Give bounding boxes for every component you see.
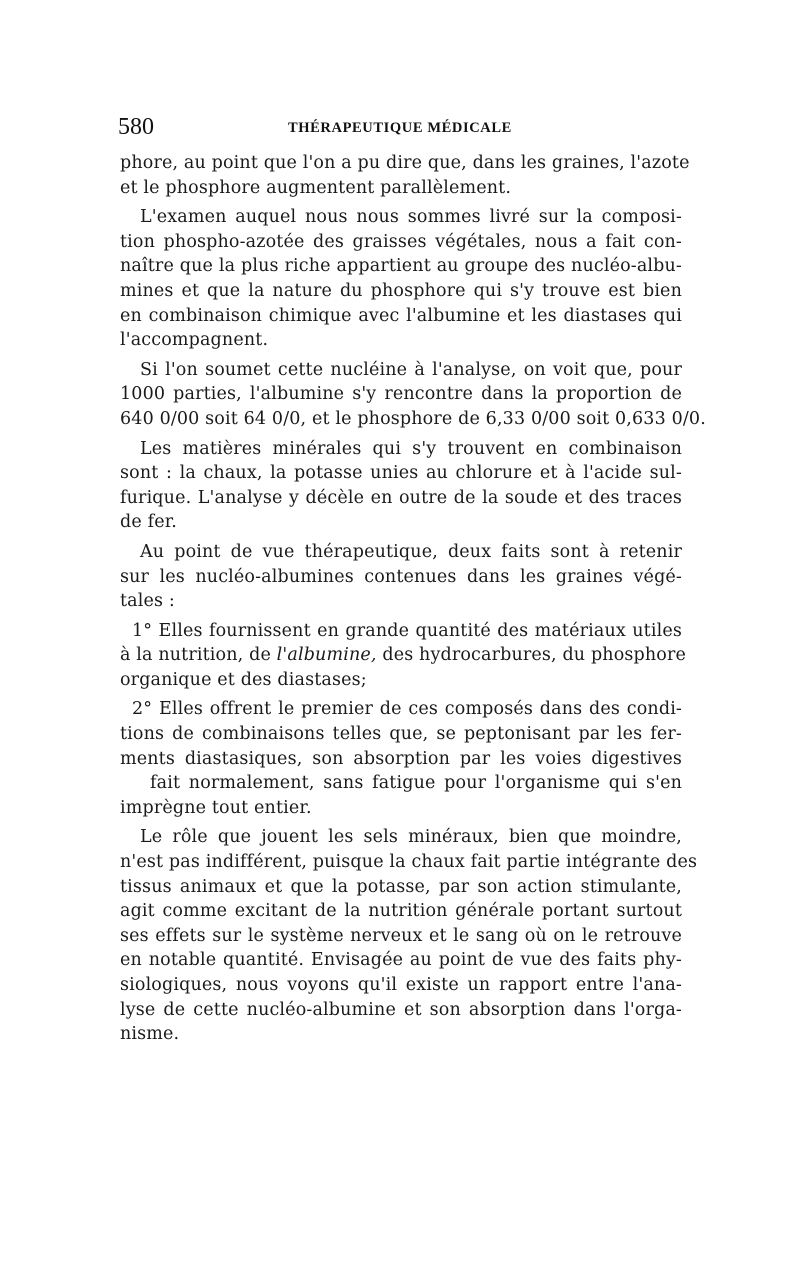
text-line: 2° Elles offrent le premier de ces composés dans des condi- <box>132 699 682 720</box>
italic-term: l'albumine, <box>276 645 377 666</box>
text-line: Si l'on soumet cette nucléine à l'analyse, on voit que, pour <box>140 359 682 380</box>
text-line: en notable quantité. Envisagée au point de vue des faits phy- <box>120 950 682 971</box>
paragraph <box>120 205 682 353</box>
text-line: l'accompagnent. <box>120 330 269 351</box>
text-line: naître que la plus riche appartient au groupe des nucléo-albu- <box>120 256 682 277</box>
text-line: et le phosphore augmentent parallèlement. <box>120 177 512 198</box>
text-line: Au point de vue thérapeutique, deux faits sont à retenir <box>140 541 682 562</box>
running-head <box>118 112 686 142</box>
text-line <box>120 643 687 668</box>
text-line: siologiques, nous voyons qu'il existe un rapport entre l'ana- <box>120 975 682 995</box>
text-line: tions de combinaisons telles que, se peptonisant par les fer- <box>120 724 682 745</box>
text-line: agit comme excitant de la nutrition générale portant surtout <box>120 901 682 922</box>
text-line: de fer. <box>120 512 178 533</box>
paragraph <box>120 825 698 1046</box>
paragraph <box>120 540 682 614</box>
text-line: ments diastasiques, son absorption par les voies digestives <box>120 748 682 769</box>
text-line: n'est pas indifférent, puisque la chaux fait partie intégrante des <box>120 852 698 873</box>
paragraph-item-1 <box>120 619 687 693</box>
text-line: Les matières minérales qui s'y trouvent en combinaison <box>140 438 682 459</box>
paragraph-item-2 <box>120 697 682 820</box>
text-line: ses effets sur le système nerveux et le sang où on le retrouve <box>120 925 682 946</box>
text-run: des hydrocarbures, du phosphore <box>376 645 687 666</box>
text-run: à la nutrition, de <box>120 645 277 666</box>
text-line: tales : <box>120 591 175 612</box>
text-line: mines et que la nature du phosphore qui s'y trouve est bien <box>120 280 682 301</box>
text-line: furique. L'analyse y décèle en outre de la soude et des traces <box>120 487 682 508</box>
paragraph <box>120 151 690 200</box>
running-title: THÉRAPEUTIQUE MÉDICALE <box>288 120 512 136</box>
text-line: 1° Elles fournissent en grande quantité des matériaux utiles <box>132 620 682 641</box>
body-text <box>120 151 706 1047</box>
text-line: 640 0/00 soit 64 0/0, et le phosphore de 6,33 0/00 soit 0,633 0/0. <box>120 408 706 429</box>
paragraph <box>120 437 682 535</box>
text-line: phore, au point que l'on a pu dire que, dans les graines, l'azote <box>120 153 690 173</box>
paragraph <box>120 358 706 432</box>
text-line: 1000 parties, l'albumine s'y rencontre dans la proportion de <box>120 384 682 405</box>
text-line: tissus animaux et que la potasse, par son action stimulante, <box>120 876 682 897</box>
text-line: L'examen auquel nous nous sommes livré sur la composi- <box>140 207 682 228</box>
text-line: Le rôle que jouent les sels minéraux, bien que moindre, <box>140 827 682 848</box>
text-line: nisme. <box>120 1024 180 1045</box>
text-line: sur les nucléo-albumines contenues dans les graines végé- <box>120 566 682 587</box>
page-number: 580 <box>118 114 154 140</box>
text-line: organique et des diastases; <box>120 669 367 690</box>
text-line: imprègne tout entier. <box>120 797 312 818</box>
text-line: fait normalement, sans fatigue pour l'organisme qui s'en <box>150 773 682 794</box>
text-line: en combinaison chimique avec l'albumine et les diastases qui <box>120 305 682 326</box>
text-line: sont : la chaux, la potasse unies au chlorure et à l'acide sul- <box>120 463 682 484</box>
text-line: tion phospho-azotée des graisses végétales, nous a fait con- <box>120 231 682 252</box>
text-line: lyse de cette nucléo-albumine et son absorption dans l'orga- <box>120 999 682 1020</box>
